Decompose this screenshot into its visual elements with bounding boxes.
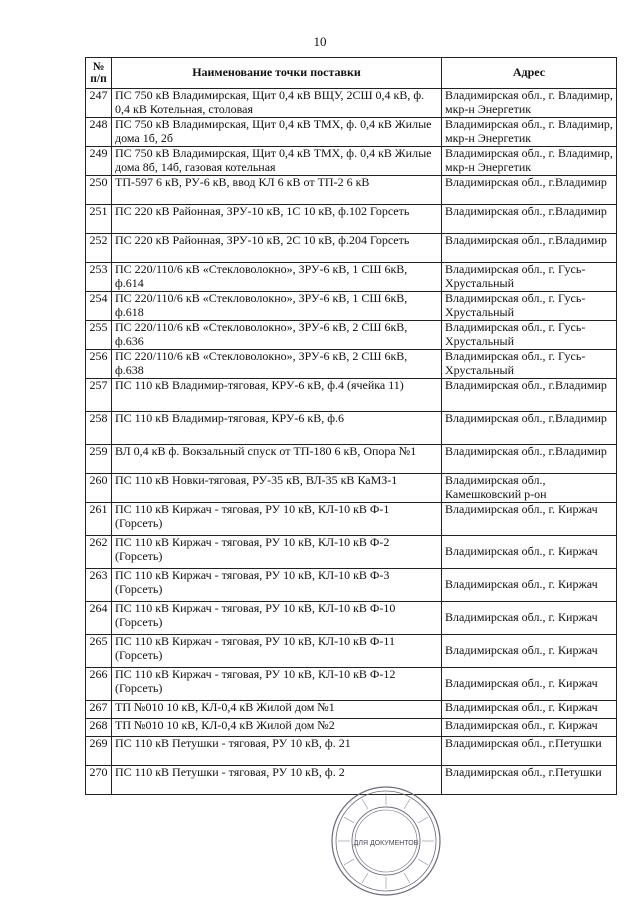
page-number: 10 — [313, 34, 327, 49]
row-number: 264 — [86, 602, 112, 635]
row-name: ПС 110 кВ Киржач - тяговая, РУ 10 кВ, КЛ-10 кВ Ф-11 (Горсеть) — [112, 635, 442, 668]
table-row — [86, 445, 617, 474]
row-address: Владимирская обл., г.Владимир — [442, 205, 617, 234]
row-number: 260 — [86, 474, 112, 503]
table-row — [86, 321, 617, 350]
row-address: Владимирская обл., г.Владимир — [442, 234, 617, 263]
row-name: ПС 220/110/6 кВ «Стекловолокно», ЗРУ-6 кВ, 2 СШ 6кВ, ф.636 — [112, 321, 442, 350]
table-row — [86, 602, 617, 635]
table-row — [86, 176, 617, 205]
row-name: ТП №010 10 кВ, КЛ-0,4 кВ Жилой дом №1 — [112, 701, 442, 719]
row-number: 270 — [86, 766, 112, 795]
row-number: 263 — [86, 569, 112, 602]
table-row — [86, 635, 617, 668]
header-name: Наименование точки поставки — [112, 58, 442, 89]
row-name: ПС 110 кВ Киржач - тяговая, РУ 10 кВ, КЛ-10 кВ Ф-12 (Горсеть) — [112, 668, 442, 701]
row-number: 253 — [86, 263, 112, 292]
row-address: Владимирская обл., г. Киржач — [442, 536, 617, 569]
official-seal-stamp — [330, 785, 442, 897]
row-name: ПС 110 кВ Новки-тяговая, РУ-35 кВ, ВЛ-35 кВ КаМЗ-1 — [112, 474, 442, 503]
table-row — [86, 379, 617, 412]
row-address: Владимирская обл., г.Владимир — [442, 379, 617, 412]
table-row — [86, 147, 617, 176]
row-name: ПС 750 кВ Владимирская, Щит 0,4 кВ ВЩУ, 2СШ 0,4 кВ, ф. 0,4 кВ Котельная, столовая — [112, 89, 442, 118]
row-name: ПС 750 кВ Владимирская, Щит 0,4 кВ ТМХ, ф. 0,4 кВ Жилые дома 8б, 14б, газовая котельная — [112, 147, 442, 176]
row-number: 269 — [86, 737, 112, 766]
header-number: № п/п — [86, 58, 112, 89]
row-number: 254 — [86, 292, 112, 321]
row-number: 256 — [86, 350, 112, 379]
row-number: 251 — [86, 205, 112, 234]
row-address: Владимирская обл., г.Владимир — [442, 412, 617, 445]
row-name: ПС 110 кВ Петушки - тяговая, РУ 10 кВ, ф. 21 — [112, 737, 442, 766]
row-name: ПС 110 кВ Петушки - тяговая, РУ 10 кВ, ф. 2 — [112, 766, 442, 795]
row-number: 255 — [86, 321, 112, 350]
row-name: ПС 220/110/6 кВ «Стекловолокно», ЗРУ-6 кВ, 1 СШ 6кВ, ф.618 — [112, 292, 442, 321]
supply-points-table — [85, 57, 617, 795]
row-name: ПС 220 кВ Районная, ЗРУ-10 кВ, 2С 10 кВ, ф.204 Горсеть — [112, 234, 442, 263]
row-number: 265 — [86, 635, 112, 668]
row-number: 261 — [86, 503, 112, 536]
row-address: Владимирская обл., г. Владимир, мкр-н Энергетик — [442, 89, 617, 118]
row-name: ПС 110 кВ Киржач - тяговая, РУ 10 кВ, КЛ-10 кВ Ф-10 (Горсеть) — [112, 602, 442, 635]
row-address: Владимирская обл., г. Владимир, мкр-н Энергетик — [442, 147, 617, 176]
row-name: ПС 750 кВ Владимирская, Щит 0,4 кВ ТМХ, ф. 0,4 кВ Жилые дома 1б, 2б — [112, 118, 442, 147]
row-name: ПС 110 кВ Владимир-тяговая, КРУ-6 кВ, ф.6 — [112, 412, 442, 445]
table-row — [86, 719, 617, 737]
row-address: Владимирская обл., г. Киржач — [442, 503, 617, 536]
table-row — [86, 118, 617, 147]
row-address: Владимирская обл., г. Киржач — [442, 635, 617, 668]
row-number: 268 — [86, 719, 112, 737]
table-header-row — [86, 58, 617, 89]
row-number: 259 — [86, 445, 112, 474]
row-address: Владимирская обл., г. Киржач — [442, 569, 617, 602]
row-address: Владимирская обл., г. Киржач — [442, 719, 617, 737]
row-address: Владимирская обл., г. Гусь-Хрустальный — [442, 321, 617, 350]
row-address: Владимирская обл., г. Киржач — [442, 602, 617, 635]
row-name: ПС 110 кВ Владимир-тяговая, КРУ-6 кВ, ф.4 (ячейка 11) — [112, 379, 442, 412]
table-row — [86, 569, 617, 602]
row-address: Владимирская обл., г. Владимир, мкр-н Энергетик — [442, 118, 617, 147]
row-number: 267 — [86, 701, 112, 719]
row-address: Владимирская обл., г.Владимир — [442, 176, 617, 205]
row-name: ТП-597 6 кВ, РУ-6 кВ, ввод КЛ 6 кВ от ТП-2 6 кВ — [112, 176, 442, 205]
table-row — [86, 205, 617, 234]
row-number: 250 — [86, 176, 112, 205]
row-address: Владимирская обл., г. Киржач — [442, 701, 617, 719]
table-row — [86, 536, 617, 569]
row-name: ПС 220/110/6 кВ «Стекловолокно», ЗРУ-6 кВ, 1 СШ 6кВ, ф.614 — [112, 263, 442, 292]
row-number: 247 — [86, 89, 112, 118]
row-number: 248 — [86, 118, 112, 147]
table-row — [86, 292, 617, 321]
row-number: 257 — [86, 379, 112, 412]
table-row — [86, 668, 617, 701]
row-number: 262 — [86, 536, 112, 569]
row-name: ПС 110 кВ Киржач - тяговая, РУ 10 кВ, КЛ-10 кВ Ф-3 (Горсеть) — [112, 569, 442, 602]
stamp-center-text: ДЛЯ ДОКУМЕНТОВ — [353, 840, 419, 847]
header-address: Адрес — [442, 58, 617, 89]
row-name: ПС 220 кВ Районная, ЗРУ-10 кВ, 1С 10 кВ, ф.102 Горсеть — [112, 205, 442, 234]
row-address: Владимирская обл., г.Петушки — [442, 766, 617, 795]
row-number: 252 — [86, 234, 112, 263]
row-name: ПС 110 кВ Киржач - тяговая, РУ 10 кВ, КЛ-10 кВ Ф-1 (Горсеть) — [112, 503, 442, 536]
table-row — [86, 701, 617, 719]
row-address: Владимирская обл., г. Гусь-Хрустальный — [442, 263, 617, 292]
table-row — [86, 503, 617, 536]
row-number: 258 — [86, 412, 112, 445]
row-number: 249 — [86, 147, 112, 176]
table-row — [86, 737, 617, 766]
row-name: ТП №010 10 кВ, КЛ-0,4 кВ Жилой дом №2 — [112, 719, 442, 737]
row-address: Владимирская обл., Камешковский р-он — [442, 474, 617, 503]
table-row — [86, 350, 617, 379]
row-address: Владимирская обл., г.Петушки — [442, 737, 617, 766]
table-row — [86, 412, 617, 445]
row-name: ПС 110 кВ Киржач - тяговая, РУ 10 кВ, КЛ-10 кВ Ф-2 (Горсеть) — [112, 536, 442, 569]
row-address: Владимирская обл., г. Киржач — [442, 668, 617, 701]
row-address: Владимирская обл., г.Владимир — [442, 445, 617, 474]
table-row — [86, 263, 617, 292]
table-row — [86, 474, 617, 503]
row-name: ПС 220/110/6 кВ «Стекловолокно», ЗРУ-6 кВ, 2 СШ 6кВ, ф.638 — [112, 350, 442, 379]
row-address: Владимирская обл., г. Гусь-Хрустальный — [442, 292, 617, 321]
row-address: Владимирская обл., г. Гусь-Хрустальный — [442, 350, 617, 379]
row-name: ВЛ 0,4 кВ ф. Вокзальный спуск от ТП-180 6 кВ, Опора №1 — [112, 445, 442, 474]
table-row — [86, 89, 617, 118]
row-number: 266 — [86, 668, 112, 701]
table-row — [86, 234, 617, 263]
